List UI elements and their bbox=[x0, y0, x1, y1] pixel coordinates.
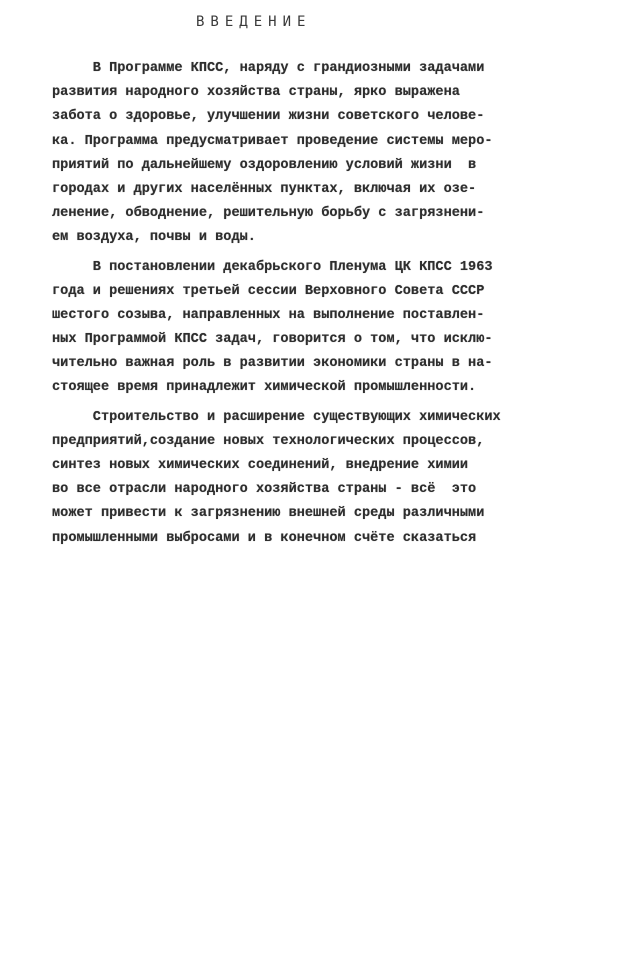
text-line: синтез новых химических соединений, внедрение химии bbox=[52, 458, 469, 473]
text-line: ем воздуха, почвы и воды. bbox=[52, 230, 256, 246]
text-line: во все отрасли народного хозяйства страны - всё это bbox=[52, 482, 477, 498]
paragraph-1 bbox=[52, 57, 612, 251]
text-line: развития народного хозяйства страны, ярко выражена bbox=[52, 85, 460, 101]
text-line: предприятий,создание новых технологических процессов, bbox=[52, 433, 485, 449]
text-line: приятий по дальнейшему оздоровлению условий жизни в bbox=[52, 157, 477, 173]
text-line: городах и других населённых пунктах, включая их озе- bbox=[52, 181, 477, 197]
text-line: В постановлении декабрьского Пленума ЦК КПСС 1963 bbox=[52, 259, 493, 275]
text-line: года и решениях третьей сессии Верховного Совета СССР bbox=[52, 283, 485, 299]
text-line: В Программе КПСС, наряду с грандиозными задачами bbox=[52, 61, 485, 76]
text-line: стоящее время принадлежит химической промышленности. bbox=[52, 380, 477, 396]
text-line: чительно важная роль в развитии экономики страны в на- bbox=[52, 356, 493, 372]
paragraph-3 bbox=[52, 406, 612, 551]
text-line: промышленными выбросами и в конечном счёте сказаться bbox=[52, 530, 477, 546]
text-line: ных Программой КПСС задач, говорится о том, что исклю- bbox=[52, 332, 493, 348]
text-line: ленение, обводнение, решительную борьбу с загрязнени- bbox=[52, 206, 485, 222]
text-line: может привести к загрязнению внешней среды различными bbox=[52, 506, 485, 522]
document-title: ВВЕДЕНИЕ bbox=[196, 14, 312, 30]
text-line: ка. Программа предусматривает проведение системы меро- bbox=[52, 133, 493, 149]
text-line: шестого созыва, направленных на выполнение поставлен- bbox=[52, 307, 485, 323]
paragraph-2 bbox=[52, 256, 612, 401]
document-body bbox=[52, 57, 612, 556]
text-line: Строительство и расширение существующих химических bbox=[52, 409, 501, 425]
text-line: забота о здоровье, улучшении жизни советского челове- bbox=[52, 109, 485, 125]
